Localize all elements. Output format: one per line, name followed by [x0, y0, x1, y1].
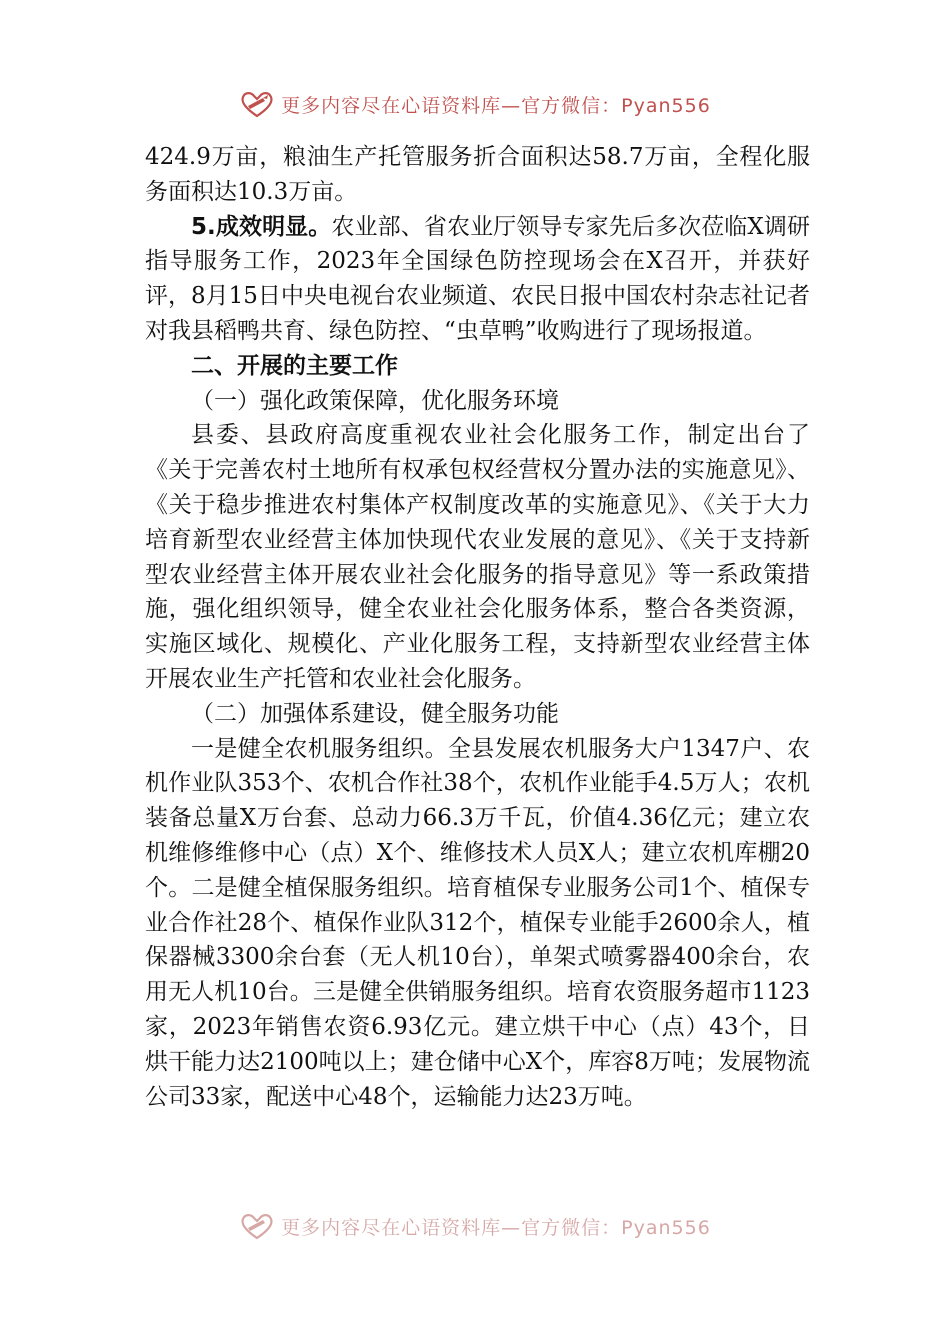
- paragraph-policy: 县委、县政府高度重视农业社会化服务工作，制定出台了《关于完善农村土地所有权承包权经营权分置办法的实施意见》、《关于稳步推进农村集体产权制度改革的实施意见》、《关于大力培育新型农业经营主体加快现代农业发展的意见》、《关于支持新型农业经营主体开展农业社会化服务的指导意见》等一系政策措施，强化组织领导，健全农业社会化服务体系，整合各类资源，实施区域化、规模化、产业化服务工程，支持新型农业经营主体开展农业生产托管和农业社会化服务。: [145, 422, 810, 692]
- watermark-text: 更多内容尽在心语资料库—官方微信：Pyan556: [281, 94, 711, 117]
- watermark-header: [0, 84, 950, 124]
- subsection-heading-policy: （一）强化政策保障，优化服务环境: [191, 387, 559, 414]
- paragraph-lead: 5.成效明显。: [191, 213, 332, 240]
- watermark-text: 更多内容尽在心语资料库—官方微信：Pyan556: [281, 1216, 711, 1239]
- subsection-heading-system: （二）加强体系建设，健全服务功能: [191, 700, 559, 727]
- paragraph-results: [145, 210, 810, 349]
- document-body: [145, 140, 810, 1114]
- paragraph-system: 一是健全农机服务组织。全县发展农机服务大户1347户、农机作业队353个、农机合作社38个，农机作业能手4.5万人；农机装备总量X万台套、总动力66.3万千瓦，价值4.36亿元；建立农机维修维修中心（点）X个、维修技术人员X人；建立农机库棚20个。二是健全植保服务组织。培育植保专业服务公司1个、植保专业合作社28个、植保作业队312个，植保专业能手2600余人，植保器械3300余台套（无人机10台），单架式喷雾器400余台，农用无人机10台。三是健全供销服务组织。培育农资服务超市1123家，2023年销售农资6.93亿元。建立烘干中心（点）43个，日烘干能力达2100吨以上；建仓储中心X个，库容8万吨；发展物流公司33家，配送中心48个，运输能力达23万吨。: [145, 735, 810, 1110]
- section-heading: 二、开展的主要工作: [191, 352, 398, 379]
- paragraph-results-text: 农业部、省农业厅领导专家先后多次莅临X调研指导服务工作，2023年全国绿色防控现场会在X召开，并获好评，8月15日中央电视台农业频道、农民日报中国农村杂志社记者对我县稻鸭共育、绿色防控、“虫草鸭”收购进行了现场报道。: [145, 213, 810, 344]
- heart-pen-logo-icon: [239, 89, 275, 119]
- paragraph-continued: 424.9万亩，粮油生产托管服务折合面积达58.7万亩，全程化服务面积达10.3万亩。: [145, 144, 810, 205]
- watermark-footer: [0, 1206, 950, 1246]
- heart-pen-logo-icon: [239, 1211, 275, 1241]
